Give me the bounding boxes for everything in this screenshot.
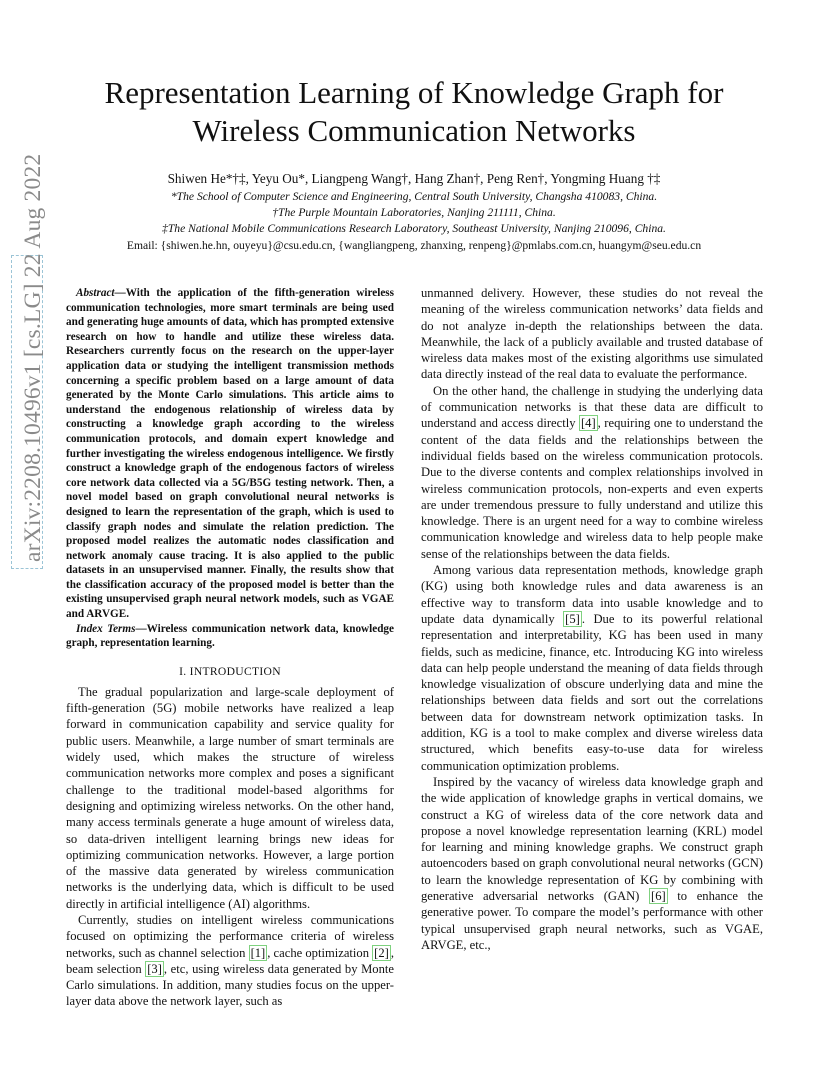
intro-paragraph-2-text-c: , beam selection [66, 945, 395, 976]
intro-paragraph-5-text-a: Among various data representation methods, knowledge graph (KG) using both knowledge rules and data awareness is an effective way to transform data into usable knowledge and to update data dynamically [421, 563, 763, 626]
intro-paragraph-3: unmanned delivery. However, these studies do not reveal the meaning of the wireless communication networks’ data fields and do not analyze in-depth the relationships between the data. Meanwhile, the lack of a publicly available and trusted database of wireless data makes most of the existing algorithms use simulated data directly instead of the real data to evaluate the performance. [421, 286, 763, 382]
right-column [421, 285, 763, 953]
author-list: Shiwen He*†‡, Yeyu Ou*, Liangpeng Wang†, Hang Zhan†, Peng Ren†, Yongming Huang †‡ [167, 171, 661, 186]
left-column [66, 286, 394, 1010]
title-line-2: Wireless Communication Networks [192, 113, 636, 148]
affiliation-seu: ‡The National Mobile Communications Research Laboratory, Southeast University, Nanjing 210096, China. [162, 222, 666, 235]
title-line-1: Representation Learning of Knowledge Graph for [104, 75, 724, 110]
citation-link-1[interactable]: [1] [250, 945, 266, 960]
citation-link-3[interactable]: [3] [147, 961, 162, 976]
intro-paragraph-4-text-b: , requiring one to understand the content of the data fields and the relationships between the individual fields based on the wireless communication protocols. Due to the diverse contents and complex relationships involved in wireless communication protocols, non-experts and even experts are under tremendous pressure to fully understand and utilize this knowledge. There is an urgent need for a way to combine wireless communication knowledge and wireless data to help people make sense of the relationships between the data fields. [421, 416, 763, 561]
intro-paragraph-4 [421, 383, 763, 562]
abstract-lead: Abstract [76, 287, 115, 299]
citation-link-5[interactable]: [5] [565, 611, 580, 626]
intro-paragraph-2-text-d: , etc, using wireless data generated by Monte Carlo simulations. In addition, many studies focus on the upper-layer data above the network layer, such as [66, 961, 394, 1009]
citation-link-2[interactable]: [2] [374, 945, 389, 960]
intro-paragraph-5-text-b: . Due to its powerful relational representation and interpretability, KG has been used in many fields, such as medicine, finance, etc. Introducing KG into wireless data can help people understand the meaning of data fields through knowledge visualization of obscure underlying data and mine the relationships between data fields and sort out the correlations between data for downstream network optimization tasks. In addition, KG is a tool to make complex and diverse wireless data structured, which benefits easy-to-use data for wireless communication optimization problems. [421, 611, 763, 773]
section-heading-introduction: I. INTRODUCTION [179, 664, 281, 678]
intro-paragraph-2-text-b: , cache optimization [267, 945, 373, 960]
intro-paragraph-6-text-b: to enhance the generative power. To compare the model’s performance with other typical unsupervised graph neural networks, such as VGAE, ARVGE, etc., [421, 888, 763, 952]
abstract-text: —With the application of the fifth-generation wireless communication technologies, more smart terminals are being used and generating huge amounts of data, which has prompted extensive research on how to handle and utilize these wireless data. Researchers currently focus on the research on the upper-layer application data or studying the intelligent transmission methods concerning a specific problem based on a large amount of data generated by the Monte Carlo simulations. This article aims to understand the endogenous relationship of wireless data by constructing a knowledge graph according to the wireless communication protocols, and domain expert knowledge and further investigating the wireless endogenous intelligence. We firstly construct a knowledge graph of the endogenous factors of wireless core network data collected via a 5G/B5G testing network. Then, a novel model based on graph convolutional neural networks is designed to learn the representation of the graph, which is used to classify graph nodes and simulate the relation prediction. The proposed model realizes the automatic nodes classification and network anomaly cause tracing. It is also applied to the public datasets in an unsupervised manner. Finally, the results show that the classification accuracy of the proposed model is better than the existing unsupervised graph neural network models, such as VGAE and ARVGE. [66, 287, 394, 621]
intro-paragraph-2 [66, 912, 394, 1010]
abstract [66, 286, 394, 622]
intro-paragraph-4-text-a: On the other hand, the challenge in studying the underlying data of communication networks is that these data are difficult to understand and access directly [421, 383, 763, 431]
paper-title [60, 74, 768, 150]
intro-paragraph-1: The gradual popularization and large-scale deployment of fifth-generation (5G) mobile networks have realized a leap forward in communication capability and service quality for public users. Meanwhile, a large number of smart terminals are widely used, which makes the structure of wireless communication networks more complex and poses a significant challenge to the traditional model-based algorithms for designing and optimizing wireless networks. On the other hand, many access terminals generate a huge amount of wireless data, so data-driven intelligent learning brings new ideas for optimizing communication networks. However, a large portion of the massive data generated by wireless communication networks is the underlying data, which is difficult to be used directly in artificial intelligence (AI) algorithms. [66, 684, 394, 911]
intro-paragraph-2-text-a: Currently, studies on intelligent wireless communications focused on optimizing the performance criteria of wireless networks, such as channel selection [66, 913, 394, 960]
affiliation-pml: †The Purple Mountain Laboratories, Nanjing 211111, China. [272, 206, 556, 219]
intro-paragraph-5 [421, 562, 763, 774]
index-terms-text: —Wireless communication network data, knowledge graph, representation learning. [66, 622, 394, 650]
citation-link-6[interactable]: [6] [651, 888, 666, 903]
intro-paragraph-6-text-a: Inspired by the vacancy of wireless data knowledge graph and the wide application of knowledge graphs in vertical domains, we construct a KG of wireless data of the core network data and propose a novel knowledge representation learning (KRL) model for learning and mining knowledge graphs. We construct graph autoencoders based on graph convolutional neural networks (GCN) to learn the knowledge representation of KG by combining with generative adversarial networks (GAN) [421, 774, 763, 903]
index-terms [66, 622, 394, 651]
affiliation-csu: *The School of Computer Science and Engineering, Central South University, Changsha 410083, China. [170, 190, 658, 203]
author-emails: Email: {shiwen.he.hn, ouyeyu}@csu.edu.cn, {wangliangpeng, zhanxing, renpeng}@pmlabs.com.cn, huangym@seu.edu.cn [126, 239, 702, 252]
arxiv-stamp[interactable]: arXiv:2208.10496v1 [cs.LG] 22 Aug 2022 [20, 153, 46, 562]
index-terms-lead: Index Terms [76, 622, 136, 635]
intro-paragraph-6 [421, 774, 763, 953]
citation-link-4[interactable]: [4] [580, 416, 596, 431]
